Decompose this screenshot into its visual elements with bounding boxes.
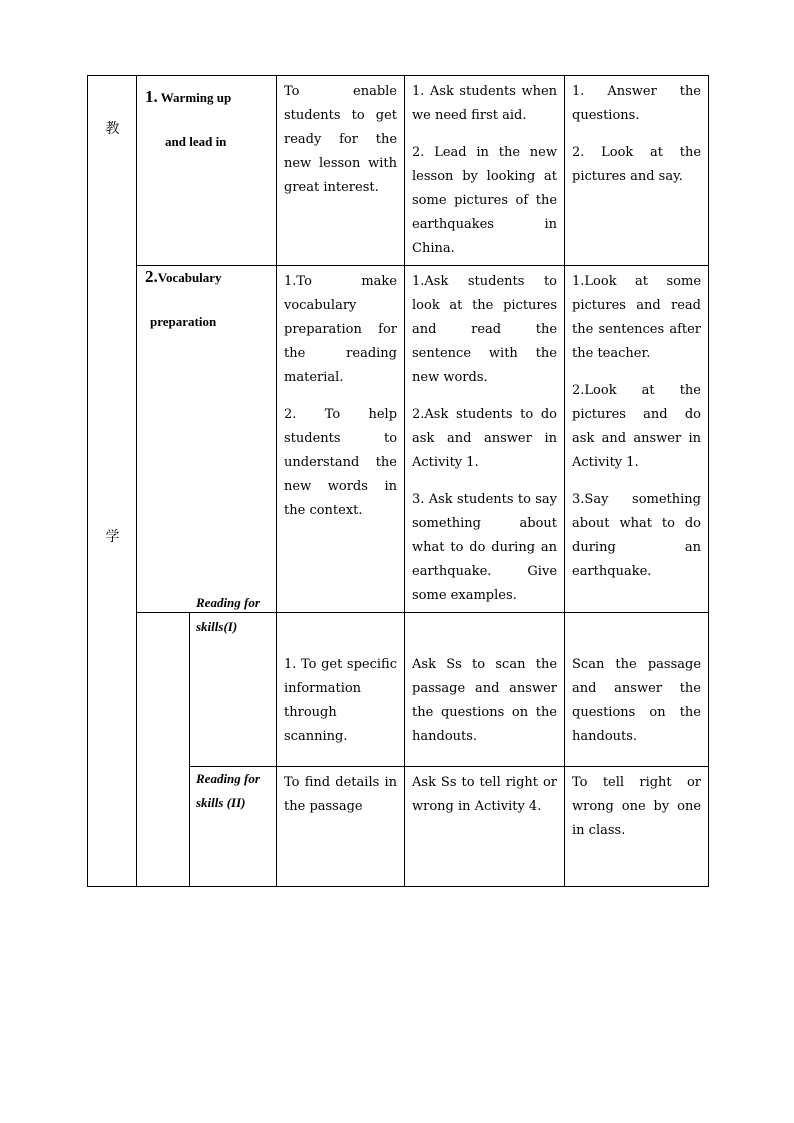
student-activity-cell [565, 613, 709, 767]
teacher-activity-text: 1.Ask students to look at the pictures and read the sentence with the new words. [412, 274, 558, 385]
aims-cell [277, 266, 405, 613]
student-activity-text: 3.Say something about what to do during an earthquake. [572, 492, 702, 579]
aims-text: To find details in the passage [284, 775, 398, 814]
student-activity-cell [565, 266, 709, 613]
table-row [88, 613, 709, 767]
aims-cell [277, 767, 405, 887]
blank-stage-cell [137, 613, 190, 887]
student-activity-text: Scan the passage and answer the questions on the handouts. [572, 657, 702, 744]
student-activity-text: 2. Look at the pictures and say. [572, 145, 702, 184]
lesson-plan-table [87, 75, 709, 887]
teacher-activity-cell [405, 767, 565, 887]
teacher-activity-cell [405, 76, 565, 266]
teacher-activity-text: 1. Ask students when we need first aid. [412, 84, 558, 123]
teacher-activity-text: 2. Lead in the new lesson by looking at some pictures of the earthquakes in China. [412, 145, 558, 256]
aims-cell [277, 76, 405, 266]
student-activity-text: 1. Answer the questions. [572, 84, 702, 123]
student-activity-text: 1.Look at some pictures and read the sentences after the teacher. [572, 274, 702, 361]
teacher-activity-cell [405, 266, 565, 613]
sub-stage-cell [190, 595, 277, 767]
stage-cell [137, 266, 277, 613]
aims-text: 2. To help students to understand the new words in the context. [284, 407, 398, 518]
sub-stage-title: Reading for skills (II) [196, 771, 260, 810]
stage-title: 1. Warming up [145, 87, 232, 106]
sub-stage-cell [190, 767, 277, 887]
stage-title-line2: and lead in [165, 134, 227, 149]
side-label-top: 教 [105, 121, 120, 137]
teacher-activity-text: 3. Ask students to say something about what to do during an earthquake. Give some examples. [412, 492, 558, 603]
side-label-bottom: 学 [105, 529, 120, 545]
aims-cell [277, 613, 405, 767]
sub-stage-title: Reading for skills(I) [196, 595, 260, 634]
teacher-activity-cell [405, 613, 565, 767]
stage-title-line2: preparation [150, 314, 217, 329]
aims-text: To enable students to get ready for the new lesson with great interest. [284, 84, 398, 195]
stage-cell [137, 76, 277, 266]
teacher-activity-text: Ask Ss to tell right or wrong in Activity 4. [412, 775, 558, 814]
student-activity-text: 2.Look at the pictures and do ask and answer in Activity 1. [572, 383, 702, 470]
side-label-cell [88, 76, 137, 887]
teacher-activity-text: Ask Ss to scan the passage and answer the questions on the handouts. [412, 657, 558, 744]
aims-text: 1.To make vocabulary preparation for the reading material. [284, 274, 398, 385]
teacher-activity-text: 2.Ask students to do ask and answer in Activity 1. [412, 407, 558, 470]
student-activity-text: To tell right or wrong one by one in class. [572, 775, 702, 838]
table-row [88, 76, 709, 266]
table-row [88, 266, 709, 613]
stage-title: 2.Vocabulary [145, 267, 222, 286]
student-activity-cell [565, 76, 709, 266]
student-activity-cell [565, 767, 709, 887]
aims-text: 1. To get specific information through scanning. [284, 657, 398, 744]
